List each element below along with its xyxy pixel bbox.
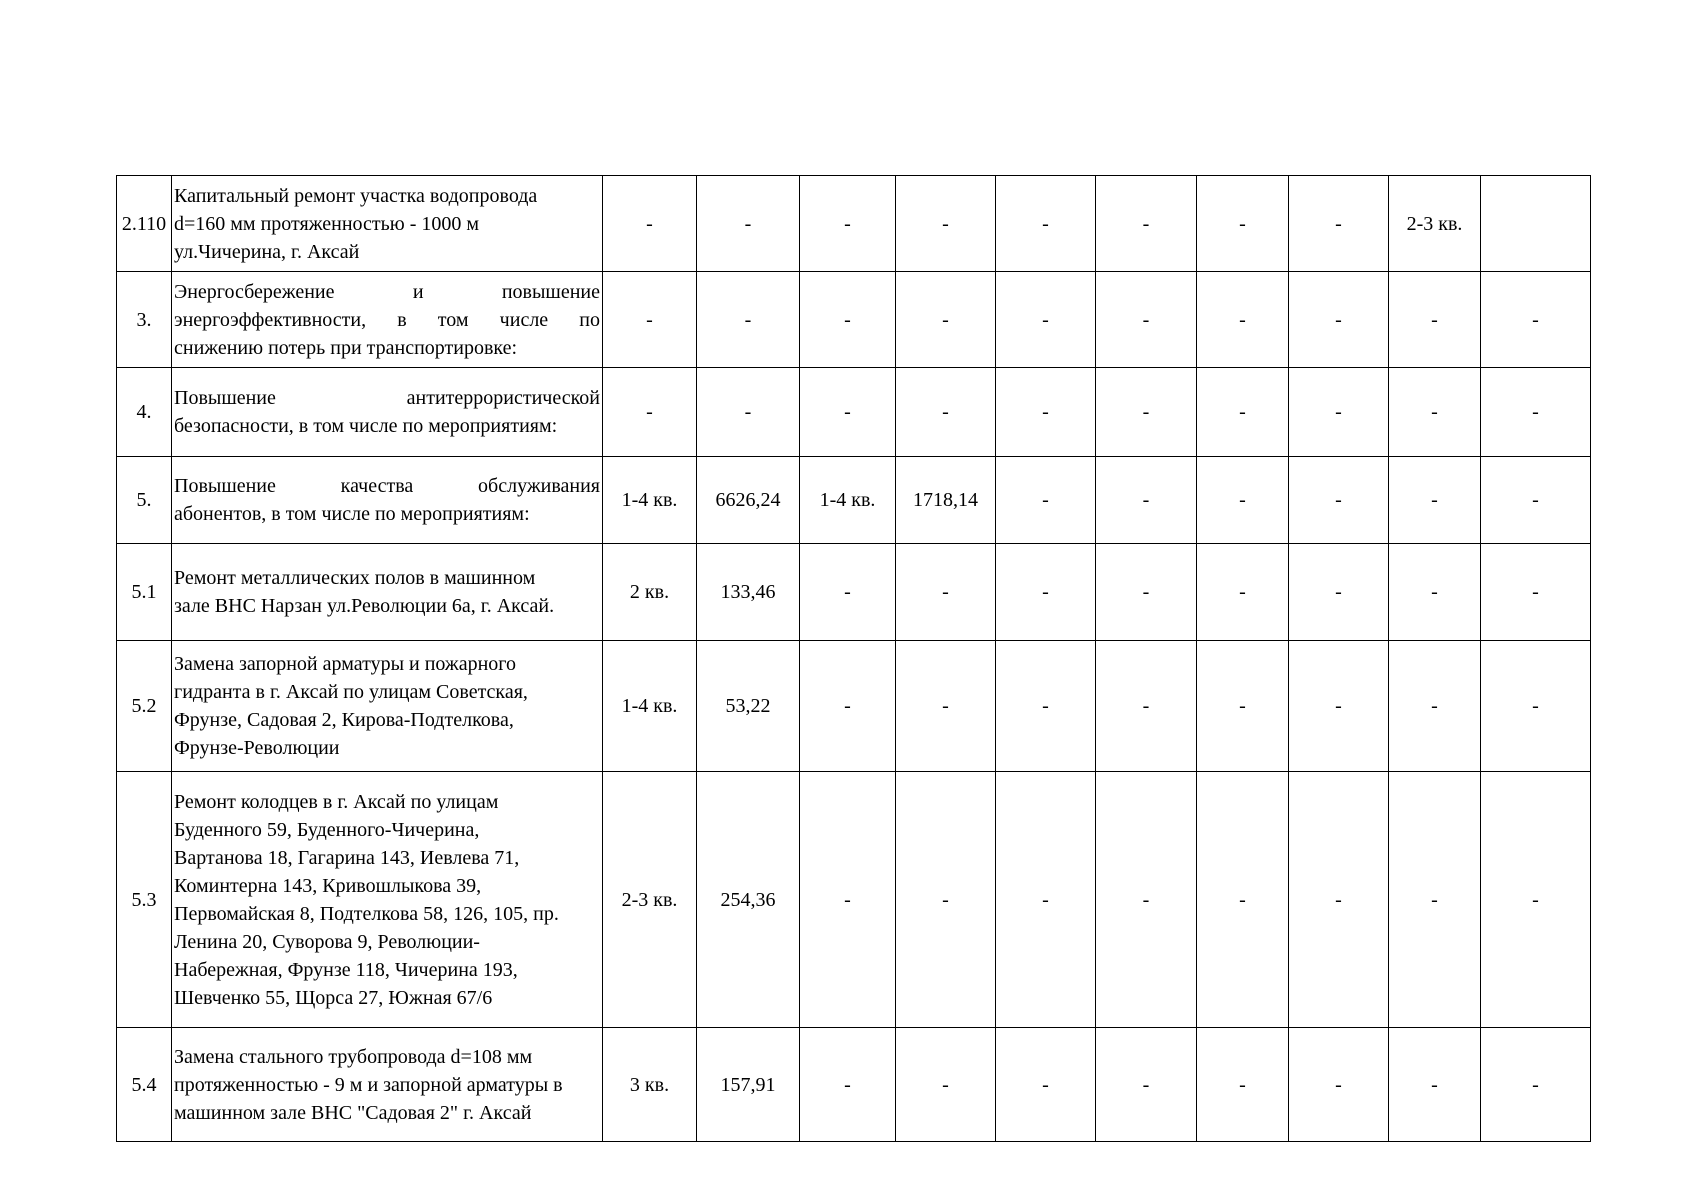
- value-cell: -: [896, 176, 996, 272]
- value-cell: 133,46: [697, 544, 800, 641]
- description-line: Первомайская 8, Подтелкова 58, 126, 105, пр.: [174, 902, 559, 925]
- value-cell: -: [1289, 641, 1389, 772]
- value-cell: -: [1289, 544, 1389, 641]
- description-line: энергоэффективности, в том числе по: [174, 308, 600, 331]
- value-cell: -: [996, 176, 1096, 272]
- value-cell: -: [1096, 457, 1197, 544]
- description-line: Коминтерна 143, Кривошлыкова 39,: [174, 874, 482, 897]
- value-cell: -: [896, 1028, 996, 1142]
- row-description: [172, 457, 603, 544]
- value-cell: -: [1096, 272, 1197, 368]
- value-cell: 2 кв.: [603, 544, 697, 641]
- value-cell: -: [1481, 544, 1591, 641]
- row-number: 4.: [117, 368, 172, 457]
- value-cell: -: [996, 457, 1096, 544]
- value-cell: -: [800, 641, 896, 772]
- value-cell: -: [697, 368, 800, 457]
- description-line: Фрунзе-Революции: [174, 737, 340, 759]
- description-line: Капитальный ремонт участка водопровода: [174, 184, 538, 207]
- description-line: Энергосбережение и повышение: [174, 280, 600, 303]
- value-cell: -: [1481, 457, 1591, 544]
- description-line: Буденного 59, Буденного-Чичерина,: [174, 818, 480, 841]
- value-cell: -: [1389, 457, 1481, 544]
- description-line: Набережная, Фрунзе 118, Чичерина 193,: [174, 958, 518, 981]
- description-line: d=160 мм протяженностью - 1000 м: [174, 212, 480, 235]
- row-description: [172, 368, 603, 457]
- value-cell: -: [800, 368, 896, 457]
- description-line: Ленина 20, Суворова 9, Революции-: [174, 930, 480, 953]
- row-number: 3.: [117, 272, 172, 368]
- value-cell: -: [1389, 368, 1481, 457]
- description-line: Ремонт металлических полов в машинном: [174, 567, 536, 589]
- description-line: снижению потерь при транспортировке:: [174, 336, 518, 359]
- value-cell: -: [1389, 641, 1481, 772]
- value-cell: 2-3 кв.: [603, 772, 697, 1028]
- value-cell: 3 кв.: [603, 1028, 697, 1142]
- value-cell: -: [697, 176, 800, 272]
- value-cell: 1-4 кв.: [603, 641, 697, 772]
- value-cell: -: [1389, 772, 1481, 1028]
- value-cell: -: [896, 368, 996, 457]
- description-line: Повышение антитеррористической: [174, 387, 600, 409]
- value-cell: [1481, 176, 1591, 272]
- description-line: ул.Чичерина, г. Аксай: [174, 240, 360, 263]
- value-cell: -: [896, 772, 996, 1028]
- value-cell: -: [800, 272, 896, 368]
- table-row: [117, 1028, 1591, 1142]
- description-line: Замена стального трубопровода d=108 мм: [174, 1045, 533, 1068]
- value-cell: -: [1289, 1028, 1389, 1142]
- value-cell: -: [800, 1028, 896, 1142]
- value-cell: -: [1197, 368, 1289, 457]
- description-line: Повышение качества обслуживания: [174, 475, 600, 497]
- value-cell: -: [996, 641, 1096, 772]
- value-cell: -: [603, 176, 697, 272]
- row-number: 5.: [117, 457, 172, 544]
- table-row: [117, 368, 1591, 457]
- value-cell: 1-4 кв.: [603, 457, 697, 544]
- value-cell: -: [697, 272, 800, 368]
- description-line: Шевченко 55, Щорса 27, Южная 67/6: [174, 986, 493, 1009]
- value-cell: -: [896, 641, 996, 772]
- value-cell: -: [1289, 176, 1389, 272]
- row-number: 5.1: [117, 544, 172, 641]
- value-cell: -: [1389, 272, 1481, 368]
- table-row: [117, 457, 1591, 544]
- value-cell: -: [1197, 641, 1289, 772]
- value-cell: -: [1096, 368, 1197, 457]
- description-line: Фрунзе, Садовая 2, Кирова-Подтелкова,: [174, 709, 514, 731]
- value-cell: -: [1197, 772, 1289, 1028]
- value-cell: 254,36: [697, 772, 800, 1028]
- row-description: [172, 772, 603, 1028]
- value-cell: -: [603, 368, 697, 457]
- row-number: 5.3: [117, 772, 172, 1028]
- value-cell: 1-4 кв.: [800, 457, 896, 544]
- value-cell: -: [1096, 1028, 1197, 1142]
- row-description: [172, 272, 603, 368]
- value-cell: -: [1096, 176, 1197, 272]
- value-cell: -: [1481, 772, 1591, 1028]
- value-cell: -: [1289, 457, 1389, 544]
- row-description: [172, 176, 603, 272]
- description-line: протяженностью - 9 м и запорной арматуры в: [174, 1073, 563, 1096]
- description-line: Ремонт колодцев в г. Аксай по улицам: [174, 790, 499, 813]
- value-cell: 53,22: [697, 641, 800, 772]
- value-cell: -: [996, 272, 1096, 368]
- value-cell: -: [896, 544, 996, 641]
- value-cell: -: [996, 772, 1096, 1028]
- value-cell: 1718,14: [896, 457, 996, 544]
- value-cell: -: [1197, 272, 1289, 368]
- description-line: Замена запорной арматуры и пожарного: [174, 653, 517, 675]
- value-cell: 157,91: [697, 1028, 800, 1142]
- value-cell: -: [1096, 641, 1197, 772]
- row-number: 2.110: [117, 176, 172, 272]
- row-description: [172, 544, 603, 641]
- value-cell: -: [800, 772, 896, 1028]
- table-row: [117, 176, 1591, 272]
- table-body: [117, 176, 1591, 1142]
- value-cell: 6626,24: [697, 457, 800, 544]
- description-line: Вартанова 18, Гагарина 143, Иевлева 71,: [174, 846, 520, 869]
- table-row: [117, 641, 1591, 772]
- row-number: 5.2: [117, 641, 172, 772]
- value-cell: -: [1289, 272, 1389, 368]
- description-line: абонентов, в том числе по мероприятиям:: [174, 503, 530, 525]
- description-line: зале ВНС Нарзан ул.Революции 6а, г. Аксай.: [174, 595, 555, 617]
- row-description: [172, 641, 603, 772]
- description-line: машинном зале ВНС "Садовая 2" г. Аксай: [174, 1101, 532, 1124]
- value-cell: -: [603, 272, 697, 368]
- table-row: [117, 272, 1591, 368]
- investment-program-table: [116, 175, 1591, 1142]
- table-row: [117, 544, 1591, 641]
- description-line: безопасности, в том числе по мероприятиям:: [174, 415, 558, 437]
- value-cell: -: [996, 544, 1096, 641]
- row-description: [172, 1028, 603, 1142]
- table-row: [117, 772, 1591, 1028]
- value-cell: -: [1389, 544, 1481, 641]
- value-cell: -: [1389, 1028, 1481, 1142]
- value-cell: 2-3 кв.: [1389, 176, 1481, 272]
- value-cell: -: [1481, 368, 1591, 457]
- value-cell: -: [1481, 641, 1591, 772]
- value-cell: -: [1197, 457, 1289, 544]
- description-line: гидранта в г. Аксай по улицам Советская,: [174, 681, 528, 703]
- value-cell: -: [1096, 772, 1197, 1028]
- value-cell: -: [800, 544, 896, 641]
- value-cell: -: [996, 368, 1096, 457]
- row-number: 5.4: [117, 1028, 172, 1142]
- value-cell: -: [1197, 1028, 1289, 1142]
- value-cell: -: [800, 176, 896, 272]
- value-cell: -: [1289, 772, 1389, 1028]
- value-cell: -: [1197, 176, 1289, 272]
- value-cell: -: [1289, 368, 1389, 457]
- value-cell: -: [896, 272, 996, 368]
- value-cell: -: [1197, 544, 1289, 641]
- value-cell: -: [1481, 1028, 1591, 1142]
- value-cell: -: [1096, 544, 1197, 641]
- value-cell: -: [1481, 272, 1591, 368]
- value-cell: -: [996, 1028, 1096, 1142]
